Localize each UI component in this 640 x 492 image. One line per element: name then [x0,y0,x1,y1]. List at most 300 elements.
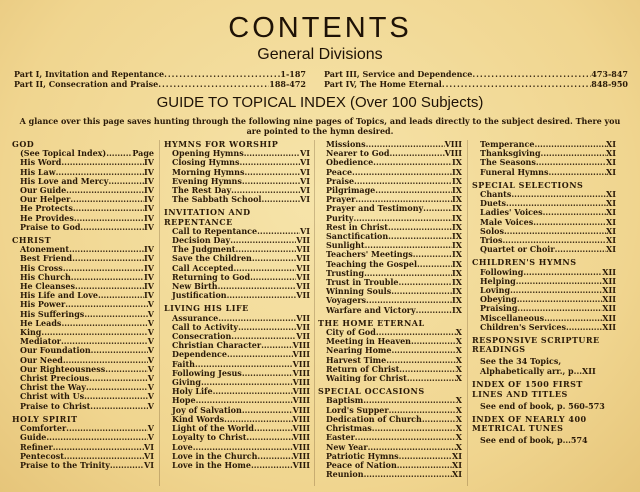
topic-label: Call Accepted [172,263,234,273]
topic-entry[interactable] [12,319,154,328]
section-heading: RESPONSIVE SCRIPTURE [472,335,600,346]
topic-page: IX [452,158,462,168]
topic-entry[interactable] [164,406,310,415]
leader-dots [388,223,452,232]
section-heading: CHRIST [12,235,52,246]
topic-entry[interactable] [164,452,310,461]
topic-entry[interactable] [164,273,310,282]
topic-label: Our Foundation [20,346,91,356]
topic-entry[interactable] [12,264,154,273]
division-pages: 1-187 [280,69,306,79]
topic-entry[interactable] [318,406,462,415]
leader-dots [364,470,452,479]
topic-entry[interactable] [12,223,154,232]
topic-page: X [455,374,462,384]
topic-label: Mediator [20,337,62,347]
section-note: See end of book, p. 560-573 [480,400,605,411]
leader-dots [368,443,456,452]
leader-dots [252,254,296,263]
topic-entry[interactable] [164,369,310,378]
leader-dots [254,424,293,433]
topic-page: V [147,318,154,328]
topic-page: VII [296,291,310,301]
topic-column-4 [472,140,616,445]
topic-page: VIII [292,387,310,397]
leader-dots [218,282,297,291]
leader-dots [472,69,591,79]
topic-entry[interactable] [318,186,462,195]
topic-entry[interactable] [12,356,154,365]
topic-page: XI [606,140,616,149]
topic-entry[interactable] [164,245,310,254]
topic-page: VI [300,195,310,205]
topic-entry[interactable] [164,424,310,433]
leader-dots [66,424,148,433]
topic-label: Trusting [326,268,365,278]
topic-entry[interactable] [318,328,462,337]
topic-label: Closing Hymns [172,158,240,168]
section-heading: HOLY SPIRIT [12,413,78,424]
topic-entry[interactable] [12,204,154,213]
topic-entry[interactable] [12,337,154,346]
section-heading: READINGS [472,344,526,355]
section-heading: REPENTANCE [164,216,233,227]
topic-page: V [147,355,154,365]
topic-entry[interactable] [12,433,154,442]
topic-entry[interactable] [164,291,310,300]
topic-entry[interactable] [472,286,616,295]
topic-entry[interactable] [164,236,310,245]
section-note: See end of book, p...574 [480,435,588,446]
topic-label: Following Jesus [172,368,242,378]
topic-entry[interactable] [12,300,154,309]
topic-entry[interactable] [318,452,462,461]
topic-entry[interactable] [12,168,154,177]
topic-column-2 [164,140,310,470]
leader-dots [61,158,144,167]
leader-dots [534,140,606,149]
topic-entry[interactable] [472,140,616,149]
topic-label: Obeying [480,295,517,305]
topic-entry[interactable] [472,218,616,227]
topic-entry[interactable] [472,190,616,199]
topic-entry[interactable] [318,223,462,232]
leader-dots [66,186,144,195]
topic-entry[interactable] [472,245,616,254]
topic-entry[interactable] [12,443,154,452]
division-row[interactable] [14,69,306,79]
topic-label: Giving [172,378,201,388]
topic-entry[interactable] [164,387,310,396]
topic-entry[interactable] [164,227,310,236]
topic-label: He Cleanses [20,282,76,292]
guide-intro: A glance over this page saves hunting through the following nine pages of Topics, and leads directly to the subject desired. There you are pointed to the hymn desired. [19,116,621,136]
topic-entry[interactable] [318,296,462,305]
leader-dots [74,214,144,223]
topic-entry[interactable] [12,374,154,383]
topic-label: Praise to the Trinity [20,460,110,470]
topic-page: V [147,383,154,393]
topic-entry[interactable] [12,291,154,300]
topic-label: Ladies' Voices [480,208,543,218]
topic-entry[interactable] [472,149,616,158]
section-heading: METRICAL TUNES [472,423,564,434]
topic-label: Justification [172,291,227,301]
topic-entry[interactable] [318,443,462,452]
topic-label: Missions [326,140,366,149]
topic-label: Purity [326,213,354,223]
leader-dots [389,406,456,415]
topic-entry[interactable] [318,374,462,383]
leader-dots [193,443,293,452]
topic-label: Rest in Christ [326,222,388,232]
topic-entry[interactable] [164,360,310,369]
topic-entry[interactable] [12,254,154,263]
topic-label: King [20,328,42,338]
topic-entry[interactable] [12,158,154,167]
section-note: See the 34 Topics, Alphabetically arr., p...XII [480,356,596,377]
topic-entry[interactable] [164,195,310,204]
topic-label: Funeral Hymns [480,167,549,177]
topic-label: (See Topical Index) [20,149,107,159]
topic-label: Peace of Nation [326,460,397,470]
topic-label: The Sabbath School [172,195,262,205]
topic-label: Obedience [326,158,374,168]
topic-page: Page [132,149,154,159]
topic-page: VII [296,282,310,292]
topic-entry[interactable] [318,250,462,259]
topic-entry[interactable] [164,186,310,195]
leader-dots [164,69,280,79]
topic-entry[interactable] [164,378,310,387]
topic-entry[interactable] [164,415,310,424]
leader-dots [517,304,602,313]
topic-page: VIII [292,359,310,369]
topic-entry[interactable] [472,314,616,323]
leader-dots [64,452,144,461]
leader-dots [80,223,144,232]
topic-entry[interactable] [318,461,462,470]
topic-entry[interactable] [318,168,462,177]
topic-entry[interactable] [472,295,616,304]
topic-entry[interactable] [472,199,616,208]
topic-label: Guide [20,433,47,443]
section-heading: LINES AND TITLES [472,388,568,399]
topic-entry[interactable] [12,346,154,355]
topic-label: Loyalty to Christ [172,433,247,443]
topic-page: VIII [292,368,310,378]
topic-label: Praise [326,176,355,186]
leader-dots [250,273,296,282]
section-heading: LIVING HIS LIFE [164,303,249,314]
topic-label: Joy of Salvation [172,405,242,415]
leader-dots [244,149,300,158]
topic-page: IX [452,232,462,242]
section-heading: INDEX OF 1500 FIRST [472,379,583,390]
topic-label: Baptism [326,396,364,406]
topic-label: Quartet or Choir [480,245,555,255]
topic-label: Praising [480,304,518,314]
topic-label: His Word [20,158,62,168]
division-label: Part IV, The Home Eternal [324,79,442,89]
leader-dots [355,195,452,204]
topic-entry[interactable] [318,415,462,424]
leader-dots [239,158,300,167]
leader-dots [502,236,606,245]
topic-entry[interactable] [12,402,154,411]
leader-dots [411,337,456,346]
leader-dots [230,236,296,245]
topic-page: VIII [292,414,310,424]
topic-label: He Provides [20,213,74,223]
topic-page: X [455,364,462,374]
topic-entry[interactable] [318,241,462,250]
topic-column-1 [12,140,154,470]
topic-page: IX [452,186,462,196]
section-heading: SPECIAL SELECTIONS [472,179,584,190]
topic-entry[interactable] [12,310,154,319]
topic-page: VIII [292,451,310,461]
topic-page: XII [602,267,616,277]
topic-page: VIII [444,149,462,159]
division-label: Part III, Service and Dependence [324,69,473,79]
topic-page: IX [452,259,462,269]
leader-dots [397,461,452,470]
topic-entry[interactable] [164,264,310,273]
topic-page: VII [296,263,310,273]
topic-page: IX [452,241,462,251]
leader-dots [261,195,300,204]
topic-label: He Protects [20,204,73,214]
topic-entry[interactable] [318,433,462,442]
topic-entry[interactable] [472,323,616,332]
topic-entry[interactable] [164,461,310,470]
topic-entry[interactable] [12,273,154,282]
leader-dots [375,186,452,195]
topic-page: V [147,424,154,434]
topic-page: VII [296,254,310,264]
topic-label: Hope [172,396,196,406]
topic-page: V [147,401,154,411]
topic-entry[interactable] [12,424,154,433]
topic-page: VIII [292,460,310,470]
topic-label: Nearing Home [326,346,392,356]
topic-label: Christ the Way [20,383,86,393]
page-subtitle: General Divisions [257,46,383,63]
leader-dots [224,415,292,424]
topic-label: Pilgrimage [326,186,376,196]
topic-entry[interactable] [472,277,616,286]
topic-entry[interactable] [472,208,616,217]
topic-entry[interactable] [472,227,616,236]
topic-entry[interactable] [12,392,154,401]
topic-entry[interactable] [318,140,462,149]
leader-dots [110,461,144,470]
topic-label: Return of Christ [326,364,400,374]
topic-label: Consecration [172,332,232,342]
topic-entry[interactable] [318,158,462,167]
topic-entry[interactable] [164,323,310,332]
topic-label: Kind Words [172,414,225,424]
topic-page: VII [296,313,310,323]
topic-entry[interactable] [472,304,616,313]
guide-title: GUIDE TO TOPICAL INDEX (Over 100 Subjects) [156,94,484,111]
leader-dots [506,199,606,208]
topic-label: Children's Services [480,322,566,332]
topic-label: Duets [480,199,507,209]
topic-entry[interactable] [318,346,462,355]
topic-entry[interactable] [318,356,462,365]
topic-entry[interactable] [164,158,310,167]
topic-page: V [147,300,154,310]
topic-entry[interactable] [12,328,154,337]
topic-label: Reunion [326,470,364,480]
topic-label: Christian Character [172,341,262,351]
topic-entry[interactable] [12,214,154,223]
leader-dots [231,186,300,195]
topic-entry[interactable] [318,470,462,479]
topic-entry[interactable] [164,433,310,442]
topic-page: XI [606,217,616,227]
topic-label: Love [172,442,193,452]
topic-page: X [455,396,462,406]
topic-page: IX [452,296,462,306]
topic-label: Praise to Christ [20,401,91,411]
leader-dots [233,264,296,273]
topic-label: Waiting for Christ [326,374,407,384]
topic-entry[interactable] [318,232,462,241]
leader-dots [516,277,603,286]
leader-dots [407,374,456,383]
topic-entry[interactable] [318,424,462,433]
topic-entry[interactable] [164,254,310,263]
leader-dots [364,269,452,278]
topic-entry[interactable] [164,168,310,177]
topic-entry[interactable] [318,260,462,269]
topic-entry[interactable] [472,158,616,167]
topic-page: V [147,337,154,347]
topic-label: Our Helper [20,195,71,205]
topic-label: His Sufferings [20,309,85,319]
topic-page: VIII [292,350,310,360]
topic-label: Dependence [172,350,227,360]
topic-entry[interactable] [318,365,462,374]
topic-entry[interactable] [12,365,154,374]
topic-entry[interactable] [318,269,462,278]
topic-label: Returning to God [172,272,251,282]
topic-page: IX [452,222,462,232]
topic-page: VIII [292,433,310,443]
topic-page: XI [452,470,462,480]
topic-entry[interactable] [318,287,462,296]
topic-entry[interactable] [164,149,310,158]
topic-entry[interactable] [472,168,616,177]
topic-entry[interactable] [12,177,154,186]
leader-dots [510,286,602,295]
topic-entry[interactable] [318,306,462,315]
topic-entry[interactable] [12,282,154,291]
leader-dots [227,350,293,359]
topic-page: IX [452,167,462,177]
topic-entry[interactable] [164,396,310,405]
leader-dots [238,323,296,332]
leader-dots [213,387,293,396]
division-row[interactable] [14,79,306,89]
topic-entry[interactable] [318,177,462,186]
topic-entry[interactable] [164,332,310,341]
topic-entry[interactable] [12,195,154,204]
topic-entry[interactable] [318,278,462,287]
topic-entry[interactable] [318,214,462,223]
topic-entry[interactable] [12,186,154,195]
topic-entry[interactable] [12,461,154,470]
leader-dots [56,168,144,177]
topic-page: VII [296,245,310,255]
topic-page: XII [602,276,616,286]
topic-page: IX [452,204,462,214]
leader-dots [504,227,606,236]
leader-dots [541,149,607,158]
leader-dots [376,328,456,337]
topic-entry[interactable] [318,149,462,158]
topic-label: Christ Precious [20,374,90,384]
leader-dots [105,365,148,374]
division-row[interactable] [324,79,628,89]
topic-entry[interactable] [164,177,310,186]
leader-dots [353,214,452,223]
topic-entry[interactable] [164,282,310,291]
topic-entry[interactable] [12,149,154,158]
leader-dots [372,424,456,433]
leader-dots [251,461,293,470]
leader-dots [242,369,293,378]
topic-entry[interactable] [12,383,154,392]
topic-entry[interactable] [318,195,462,204]
topic-page: X [455,346,462,356]
topic-entry[interactable] [12,452,154,461]
topic-page: X [455,433,462,443]
topic-label: Love in the Home [172,460,251,470]
topic-label: Harvest Time [326,355,387,365]
topic-page: VI [300,167,310,177]
topic-entry[interactable] [164,443,310,452]
section-heading: HYMNS FOR WORSHIP [164,139,279,149]
topic-label: The Judgment [172,245,236,255]
topic-entry[interactable] [164,350,310,359]
topic-entry[interactable] [164,314,310,323]
topic-entry[interactable] [318,337,462,346]
leader-dots [355,433,456,442]
topic-entry[interactable] [472,268,616,277]
topic-label: Easter [326,433,355,443]
topic-entry[interactable] [318,204,462,213]
topic-label: The Seasons [480,158,536,168]
topic-label: Our Guide [20,186,67,196]
topic-entry[interactable] [12,245,154,254]
leader-dots [72,254,144,263]
leader-dots [84,392,148,401]
topic-entry[interactable] [318,396,462,405]
topic-entry[interactable] [164,341,310,350]
topic-label: Christmas [326,424,372,434]
leader-dots [231,332,296,341]
topic-label: Following [480,267,524,277]
division-row[interactable] [324,69,628,79]
topic-label: Winning Souls [326,287,392,297]
topic-page: XI [606,149,616,159]
topic-entry[interactable] [472,236,616,245]
topic-page: V [147,433,154,443]
